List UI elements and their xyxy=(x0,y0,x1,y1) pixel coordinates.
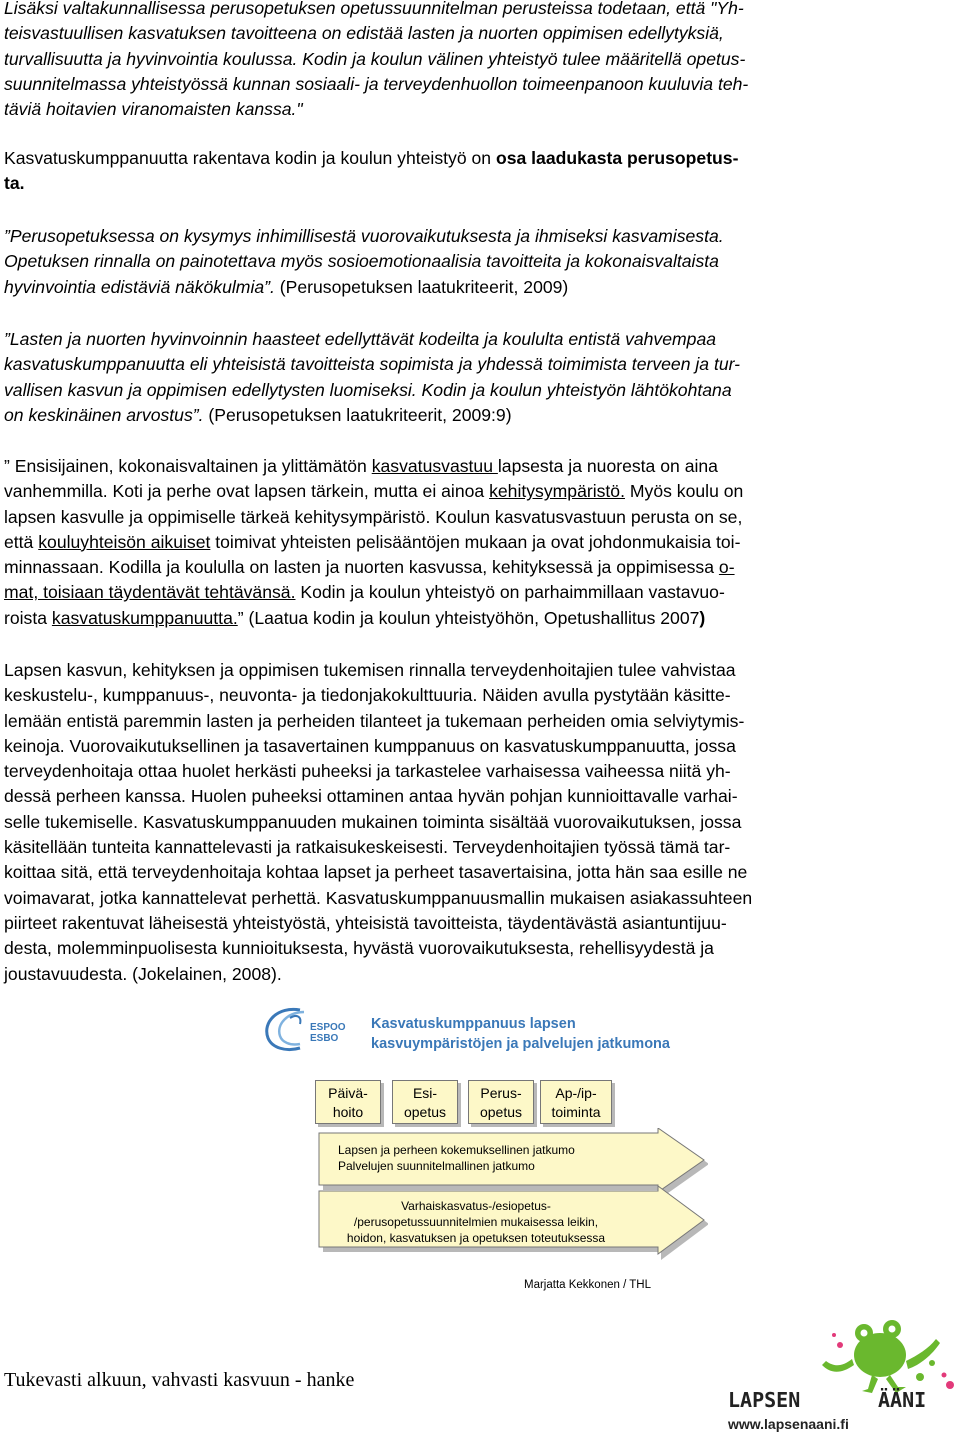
figure-title xyxy=(371,1014,670,1054)
paragraph-5 xyxy=(4,454,956,631)
text-line: Lapsen kasvun, kehityksen ja oppimisen tukemisen rinnalla terveydenhoitajien tulee vahvistaa xyxy=(4,660,736,680)
lapsen-aani-logo xyxy=(722,1315,960,1435)
text-line xyxy=(4,454,956,479)
text-span: Myös koulu on xyxy=(624,481,744,502)
text-line xyxy=(4,606,956,631)
stage-label: opetus xyxy=(403,1104,447,1120)
underlined-span: kehitysympäristö. xyxy=(489,481,625,502)
text-span: minnassaan. Kodilla ja koululla on lasten ja nuorten kasvussa, kehityksessä ja oppimisessa xyxy=(4,557,719,578)
text-line: desta, molemminpuolisesta kunnioituksesta, hyvästä vuorovaikutuksesta, rehellisyydestä ja xyxy=(4,938,714,959)
text-line: Opetuksen rinnalla on painotettava myös sosioemotionaalisia tavoitteita ja kokonaisvaltaista xyxy=(4,251,719,272)
paragraph-1 xyxy=(4,0,956,122)
text-span: ” Ensisijainen, kokonaisvaltainen ja ylittämätön xyxy=(4,456,372,476)
text-line: ”Perusopetuksessa on kysymys inhimillisestä vuorovaikutuksesta ja ihmiseksi kasvamisesta. xyxy=(4,226,724,246)
text-span: toimivat yhteisten pelisääntöjen mukaan ja ovat johdonmukaisia toi- xyxy=(210,531,741,552)
stage-label: Perus- xyxy=(480,1085,522,1101)
text-line: voimavarat, jotka kannattelevat perhettä. Kasvatuskumppanuusmallin mukaisen asiakassuhteen xyxy=(4,887,753,908)
text-span: Kasvatuskumppanuutta rakentava kodin ja koulun yhteistyö on xyxy=(4,148,496,168)
text-line: selle tukemiselle. Kasvatuskumppanuuden mukainen toiminta sisältää vuorovaikutuksen, jossa xyxy=(4,811,742,832)
text-line: vallisen kasvun ja oppimisen edellytysten luomiseksi. Kodin ja koulun yhteistyön lähtökohtana xyxy=(4,379,732,400)
stage-label: hoito xyxy=(332,1104,364,1120)
bold-span: osa laadukasta perusopetus- xyxy=(495,148,739,168)
underlined-span: kouluyhteisön aikuiset xyxy=(38,531,211,552)
stage-box-ap-ip-toiminta xyxy=(540,1080,612,1124)
italic-span: hyvinvointia edistäviä näkökulmia”. xyxy=(4,276,275,297)
stage-label: opetus xyxy=(479,1104,523,1120)
text-line: keskustelu-, kumppanuus-, neuvonta- ja tiedonjakokulttuuria. Näiden avulla pystytään käsitte- xyxy=(4,685,731,706)
underlined-span: o- xyxy=(718,557,735,578)
stage-box-esiopetus xyxy=(392,1080,458,1124)
text-line xyxy=(4,580,956,605)
text-line: suunnitelmassa yhteistyössä kunnan sosiaali- ja terveydenhuollon toimeenpanoon kuuluvia teh- xyxy=(4,73,749,94)
paragraph-2 xyxy=(4,146,956,197)
stage-label: Päivä- xyxy=(328,1085,368,1101)
arrow-text-line: /perusopetussuunnitelmien mukaisessa leikin, xyxy=(353,1215,599,1229)
text-line xyxy=(4,530,956,555)
paragraph-4 xyxy=(4,327,956,428)
logo-text: ESPOO xyxy=(310,1022,346,1033)
footer-project-name: Tukevasti alkuun, vahvasti kasvuun - hanke xyxy=(4,1369,355,1391)
text-line: Lisäksi valtakunnallisessa perusopetuksen opetussuunnitelman perusteissa todetaan, että "Yh- xyxy=(4,0,744,18)
stage-label: Esi- xyxy=(412,1085,438,1101)
text-span: Kodin ja koulun yhteistyö on parhaimmillaan vastavuo- xyxy=(295,582,725,603)
text-line: koittaa sitä, että terveydenhoitaja kohtaa lapset ja perheet tasavertaisina, jotta hän saa esille ne xyxy=(4,862,748,883)
paragraph-6 xyxy=(4,658,956,987)
citation-span: (Perusopetuksen laatukriteerit, 2009) xyxy=(274,276,569,297)
text-line: terveydenhoitaja ottaa huolet herkästi puheeksi ja tarkastelee varhaisessa vaiheessa niitä yh- xyxy=(4,761,731,782)
stage-box-paivahoito xyxy=(315,1080,381,1124)
text-span: ” (Laatua kodin ja koulun yhteistyöhön, Opetushallitus 2007 xyxy=(237,607,700,628)
text-line: lemään entistä paremmin lasten ja perheiden tilanteet ja tukemaan perheiden omia selviytymis- xyxy=(4,710,745,731)
paragraph-3 xyxy=(4,224,956,300)
text-line: kasvatuskumppanuutta eli yhteisistä tavoitteista sopimista ja yhdessä toimimista terveen ja tur- xyxy=(4,354,741,375)
text-line: lapsen kasvulle ja oppimiselle tärkeä kehitysympäristö. Koulun kasvatusvastuun perusta on se, xyxy=(4,506,743,527)
logo-word-lapsen: LAPSEN xyxy=(728,1388,801,1412)
bold-span: ta. xyxy=(4,173,25,194)
underlined-span: kasvatusvastuu xyxy=(371,456,498,476)
logo-url: www.lapsenaani.fi xyxy=(728,1416,849,1432)
espoo-logo xyxy=(260,1004,356,1054)
text-span: että xyxy=(4,531,39,552)
bold-span: ) xyxy=(699,607,706,628)
stage-box-perusopetus xyxy=(468,1080,534,1124)
text-line xyxy=(4,479,956,504)
arrow-text-line: Lapsen ja perheen kokemuksellinen jatkumo xyxy=(338,1143,575,1157)
text-line xyxy=(4,275,956,300)
arrow-2-text xyxy=(330,1198,622,1246)
figure-credit: Marjatta Kekkonen / THL xyxy=(524,1279,651,1291)
text-span: vanhemmilla. Koti ja perhe ovat lapsen tärkein, mutta ei ainoa xyxy=(4,481,490,502)
text-span: roista xyxy=(4,607,52,628)
text-line: dessä perheen kanssa. Huolen puheeksi ottaminen antaa hyvän pohjan kunnioittavalle varhai- xyxy=(4,786,738,807)
text-line: ”Lasten ja nuorten hyvinvoinnin haasteet edellyttävät kodeilta ja koululta entistä vahvempaa xyxy=(4,329,717,349)
logo-text: ESBO xyxy=(310,1033,339,1044)
text-line: joustavuudesta. (Jokelainen, 2008). xyxy=(4,963,282,984)
logo-word-aani: ÄÄNI xyxy=(878,1388,927,1412)
text-line xyxy=(4,403,956,428)
text-line: täviä hoitavien viranomaisten kanssa." xyxy=(4,99,303,120)
text-line: teisvastuullisen kasvatuksen tavoitteena on edistää lasten ja nuorten oppimisen edellytyksiä, xyxy=(4,23,724,44)
arrow-text-line: hoidon, kasvatuksen ja opetuksen toteutuksessa xyxy=(346,1231,606,1245)
frog-mascot-icon xyxy=(822,1320,940,1393)
arrow-text-line: Palvelujen suunnitelmallinen jatkumo xyxy=(338,1159,535,1173)
underlined-span: mat, toisiaan täydentävät tehtävänsä. xyxy=(4,582,296,603)
arrow-1-text xyxy=(338,1142,575,1174)
text-line: käsitellään tunteita kannattelevasti ja ratkaisukeskeisesti. Terveydenhoitajien työssä tämä tar- xyxy=(4,837,731,858)
underlined-span: kasvatuskumppanuutta. xyxy=(51,607,238,628)
italic-span: on keskinäinen arvostus”. xyxy=(4,404,204,425)
text-span: lapsesta ja nuoresta on aina xyxy=(497,456,718,476)
text-line: turvallisuutta ja hyvinvointia koulussa. Kodin ja koulun välinen yhteistyö tulee määritellä opetus- xyxy=(4,48,746,69)
arrow-text-line: Varhaiskasvatus-/esiopetus- xyxy=(401,1199,551,1213)
text-line xyxy=(4,146,956,171)
text-line: keinoja. Vuorovaikutuksellinen ja tasavertainen kumppanuus on kasvatuskumppanuutta, jossa xyxy=(4,735,736,756)
text-line xyxy=(4,555,956,580)
text-line: piirteet rakentuvat läheisestä yhteistyöstä, yhteisistä tavoitteista, täydentävästä asiantuntijuu- xyxy=(4,912,727,933)
citation-span: (Perusopetuksen laatukriteerit, 2009:9) xyxy=(203,404,512,425)
figure-title-line: kasvuympäristöjen ja palvelujen jatkumona xyxy=(371,1036,670,1052)
stage-label: Ap-/ip- xyxy=(555,1085,597,1101)
stage-label: toiminta xyxy=(551,1104,601,1120)
figure-title-line: Kasvatuskumppanuus lapsen xyxy=(371,1016,576,1032)
